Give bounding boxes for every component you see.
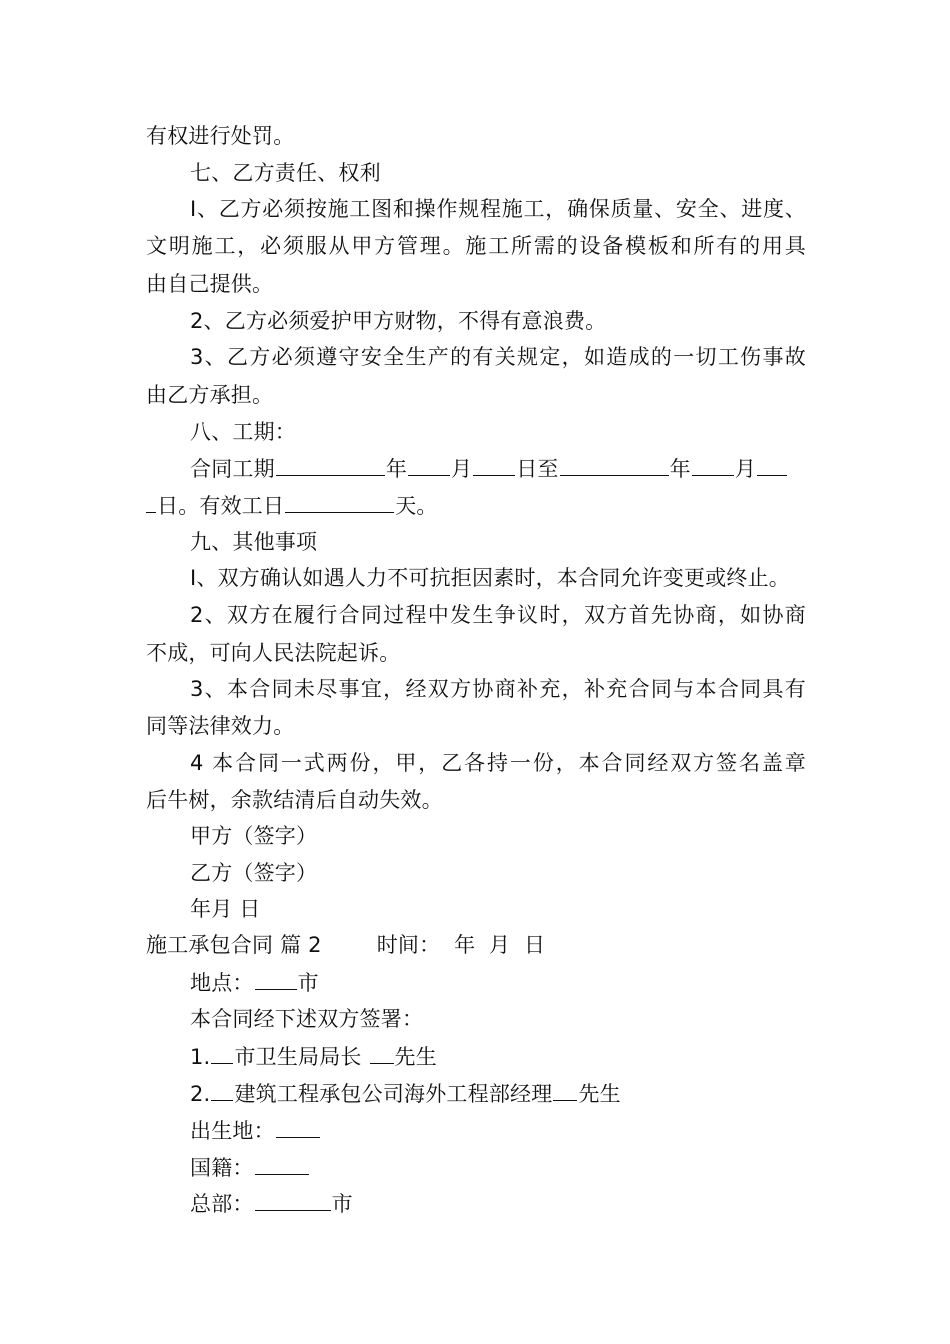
blank-field xyxy=(370,1042,394,1064)
list-number: 2. xyxy=(190,1082,211,1106)
blank-field xyxy=(757,454,787,476)
honorific: 先生 xyxy=(578,1082,621,1106)
city-label: 市 xyxy=(331,1192,353,1216)
year-label: 年 xyxy=(669,457,691,481)
paragraph-line: 由乙方承担。 xyxy=(146,383,274,407)
blank-field xyxy=(285,491,394,513)
nationality-line xyxy=(190,1153,310,1182)
paragraph-line: I、乙方必须按施工图和操作规程施工，确保质量、安全、进度、 xyxy=(190,197,806,221)
paragraph-line: 不成，可向人民法院起诉。 xyxy=(146,641,401,665)
section-heading: 八、工期： xyxy=(190,420,296,444)
section-heading: 九、其他事项 xyxy=(190,530,318,554)
days-label: 天。 xyxy=(395,494,438,518)
blank-field xyxy=(211,1079,233,1101)
paragraph-line: I、双方确认如遇人力不可抗拒因素时，本合同允许变更或终止。 xyxy=(190,566,790,590)
blank-field xyxy=(560,454,669,476)
headquarters-label: 总部： xyxy=(190,1192,254,1216)
party-2-title: 建筑工程承包公司海外工程部经理 xyxy=(234,1082,553,1106)
month-label: 月 xyxy=(734,457,757,481)
blank-field xyxy=(255,1153,309,1175)
party-b-signature: 乙方（签字） xyxy=(190,861,318,885)
paragraph-line: 由自己提供。 xyxy=(146,272,274,296)
paragraph-line: 文明施工，必须服从甲方管理。施工所需的设备模板和所有的用具 xyxy=(146,234,806,258)
nationality-label: 国籍： xyxy=(190,1156,254,1180)
birthplace-label: 出生地： xyxy=(190,1119,275,1143)
day-to-label: 日至 xyxy=(516,457,559,481)
paragraph-line: 4 本合同一式两份，甲，乙各持一份，本合同经双方签名盖章 xyxy=(190,751,806,775)
section-title: 施工承包合同 篇 2 时间： 年 月 日 xyxy=(146,933,546,957)
work-days-label: 日。有效工日 xyxy=(157,494,285,518)
blank-field xyxy=(276,1116,320,1138)
party-1-title: 市卫生局局长 xyxy=(234,1045,369,1069)
paragraph-line: 有权进行处罚。 xyxy=(146,124,295,148)
month-label: 月 xyxy=(451,457,473,481)
blank-field xyxy=(692,454,734,476)
paragraph-line: 2、乙方必须爱护甲方财物，不得有意浪费。 xyxy=(190,309,607,333)
headquarters-line xyxy=(190,1189,353,1218)
blank-field xyxy=(255,968,297,990)
contract-period-line xyxy=(190,454,788,483)
date-line: 年月 日 xyxy=(190,897,261,921)
period-label: 合同工期 xyxy=(190,457,275,481)
blank-field xyxy=(408,454,450,476)
paragraph-line: 3、本合同未尽事宜，经双方协商补充，补充合同与本合同具有 xyxy=(190,677,806,701)
list-number: 1. xyxy=(190,1045,211,1069)
section-heading: 七、乙方责任、权利 xyxy=(190,161,381,185)
paragraph-line: 后牛树，余款结清后自动失效。 xyxy=(146,788,443,812)
blank-field xyxy=(211,1042,233,1064)
birthplace-line xyxy=(190,1116,321,1145)
work-days-line xyxy=(146,491,438,520)
year-label: 年 xyxy=(385,457,408,481)
honorific: 先生 xyxy=(394,1045,437,1069)
place-label: 地点： xyxy=(190,971,254,995)
blank-field xyxy=(553,1079,577,1101)
blank-field xyxy=(146,491,156,513)
party-2-line xyxy=(190,1079,621,1108)
blank-field xyxy=(473,454,515,476)
paragraph-line: 3、乙方必须遵守安全生产的有关规定，如造成的一切工伤事故 xyxy=(190,345,806,369)
paragraph-line: 同等法律效力。 xyxy=(146,714,295,738)
place-line xyxy=(190,968,319,997)
paragraph-line: 本合同经下述双方签署： xyxy=(190,1007,424,1031)
party-a-signature: 甲方（签字） xyxy=(190,824,318,848)
paragraph-line: 2、双方在履行合同过程中发生争议时，双方首先协商，如协商 xyxy=(190,603,806,627)
city-label: 市 xyxy=(297,971,319,995)
party-1-line xyxy=(190,1042,437,1071)
blank-field xyxy=(276,454,385,476)
blank-field xyxy=(255,1189,331,1211)
